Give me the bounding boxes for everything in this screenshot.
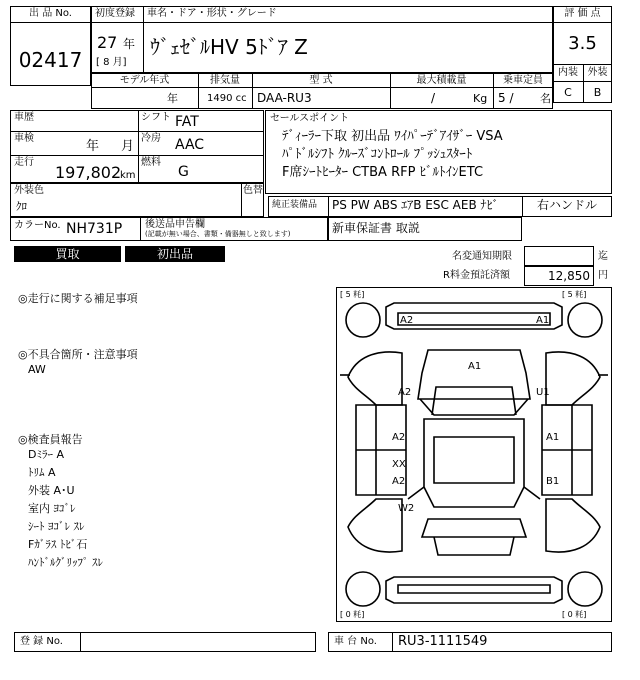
color-box — [10, 183, 264, 217]
mark-left-rear-door: A2 — [392, 476, 406, 487]
mark-hood: A1 — [468, 361, 482, 372]
sales-point-line: ﾃﾞｨｰﾗｰ下取 初出品 ﾜｲﾊﾟｰﾃﾞｱｲｻﾞｰ VSA — [282, 129, 503, 144]
reg-no-label: 登 録 No. — [20, 636, 63, 647]
inspector-item: 外装 A･U — [28, 484, 75, 497]
inspector-item: ｼｰﾄ ﾖｺﾞﾚ ｽﾚ — [28, 520, 85, 533]
chassis-label: 車 台 No. — [334, 636, 377, 647]
mark-front-right: A1 — [536, 315, 550, 326]
model-type: DAA-RU3 — [257, 91, 312, 105]
capacity: 5 / — [498, 91, 514, 105]
exterior-grade: B — [593, 86, 602, 99]
first-reg-year: 27 — [97, 33, 118, 52]
recycle-label: R料金預託済額 — [443, 270, 510, 281]
mileage-unit: km — [120, 170, 136, 181]
inspector-title: ◎検査員報告 — [18, 433, 83, 446]
exterior-label: 外装 — [587, 67, 608, 78]
capacity-unit: 名 — [540, 92, 551, 105]
mileage: 197,802 — [55, 163, 122, 182]
inspection-month: 月 — [121, 139, 135, 154]
doc-note: (記載が無い場合、書類・備器無しと致します) — [145, 230, 291, 238]
ext-color: ｸﾛ — [16, 200, 27, 213]
year-unit: 年 — [123, 37, 136, 51]
equipment-label: 純正装備品 — [272, 200, 318, 210]
repaint-label: 色替 — [243, 185, 263, 196]
displacement: 1490 cc — [207, 93, 247, 104]
shift-label: シフト — [141, 112, 171, 123]
sales-point-line: ﾊﾟﾄﾞﾙｼﾌﾄ ｸﾙｰｽﾞｺﾝﾄﾛｰﾙ ﾌﾟｯｼｭｽﾀｰﾄ — [282, 147, 473, 162]
title-change-box — [524, 246, 594, 266]
vehicle-info-box — [10, 110, 264, 183]
mileage-label: 走行 — [14, 157, 34, 168]
car-name: ｳﾞｪｾﾞﾙHV 5ﾄﾞｱ Z — [150, 35, 308, 59]
chassis-no: RU3-1111549 — [398, 634, 488, 649]
mark-right-fender: U1 — [536, 387, 550, 398]
fuel: G — [178, 164, 189, 180]
sales-points-label: セールスポイント — [270, 113, 350, 124]
color-no: NH731P — [66, 221, 123, 237]
inspection-year: 年 — [86, 139, 100, 154]
buy-badge: 買取 — [14, 246, 121, 262]
first-reg-month: [ 8 月] — [96, 57, 127, 68]
type-label: 型 式 — [309, 75, 333, 86]
max-load-unit: Kg — [473, 92, 488, 105]
recycle-unit: 円 — [598, 270, 608, 281]
inspector-item: ﾊﾝﾄﾞﾙｸﾞﾘｯﾌﾟ ｽﾚ — [28, 556, 103, 569]
shift: FAT — [175, 114, 199, 130]
interior-label: 内装 — [558, 67, 578, 78]
doc-label: 後送品申告欄 — [145, 219, 205, 230]
ext-color-label: 外装色 — [14, 185, 44, 196]
max-load-slash: / — [431, 91, 436, 105]
lot-no: 02417 — [18, 48, 83, 72]
title-change-unit: 迄 — [598, 251, 608, 262]
driving-notes-title: ◎走行に関する補足事項 — [18, 292, 138, 305]
displacement-label: 排気量 — [210, 75, 240, 86]
first-listing-badge: 初出品 — [125, 246, 225, 262]
recycle-value: 12,850 — [548, 269, 590, 283]
tread-depth-fr: [ 5 粍] — [562, 290, 587, 299]
ac: AAC — [175, 137, 205, 153]
mark-right-rear-door: B1 — [546, 476, 560, 487]
inspector-item: 室内 ﾖｺﾞﾚ — [28, 502, 76, 515]
car-name-label: 車名・ドア・形状・グレード — [147, 8, 277, 19]
steering: 右ハンドル — [536, 198, 597, 212]
inspector-item: Fｶﾞﾗｽ ﾄﾋﾞ石 — [28, 538, 88, 551]
inspection-label: 車検 — [14, 133, 34, 144]
inspector-item: ﾄﾘﾑ A — [28, 466, 56, 479]
inspector-item: Dﾐﾗｰ A — [28, 448, 64, 461]
max-load-label: 最大積載量 — [416, 75, 467, 86]
defect-item: AW — [28, 363, 46, 376]
equipment: PS PW ABS ｴｱB ESC AEB ﾅﾋﾞ — [332, 198, 499, 212]
warranty: 新車保証書 取説 — [332, 221, 420, 235]
lot-no-label: 出 品 No. — [29, 8, 72, 19]
interior-grade: C — [564, 86, 572, 99]
tread-depth-rl: [ 0 粍] — [340, 610, 365, 619]
mark-left-rear-fender: W2 — [398, 503, 415, 514]
mark-left-mid: XX — [392, 459, 406, 470]
first-reg-label: 初度登録 — [95, 8, 135, 19]
ac-label: 冷房 — [141, 133, 161, 144]
capacity-label: 乗車定員 — [503, 75, 543, 86]
history-label: 車歴 — [14, 112, 34, 123]
color-no-label: カラーNo. — [14, 220, 61, 231]
tread-depth-rr: [ 0 粍] — [562, 610, 587, 619]
mark-right-front-door: A1 — [546, 432, 560, 443]
sales-point-line: F席ｼｰﾄﾋｰﾀｰ CTBA RFP ﾋﾞﾙﾄｲﾝETC — [282, 165, 484, 180]
mark-left-front-door: A2 — [392, 432, 406, 443]
model-year-label: モデル年式 — [119, 75, 170, 86]
tread-depth-fl: [ 5 粍] — [340, 290, 365, 299]
mark-left-fender: A2 — [398, 387, 412, 398]
defects-title: ◎不具合箇所・注意事項 — [18, 348, 138, 361]
mark-front-left: A2 — [400, 315, 414, 326]
fuel-label: 燃料 — [141, 157, 161, 168]
score: 3.5 — [568, 33, 597, 54]
title-change-label: 名変通知期限 — [452, 251, 512, 262]
score-label: 評 価 点 — [564, 8, 601, 19]
model-year-unit: 年 — [167, 92, 178, 105]
car-condition-diagram — [336, 287, 612, 622]
